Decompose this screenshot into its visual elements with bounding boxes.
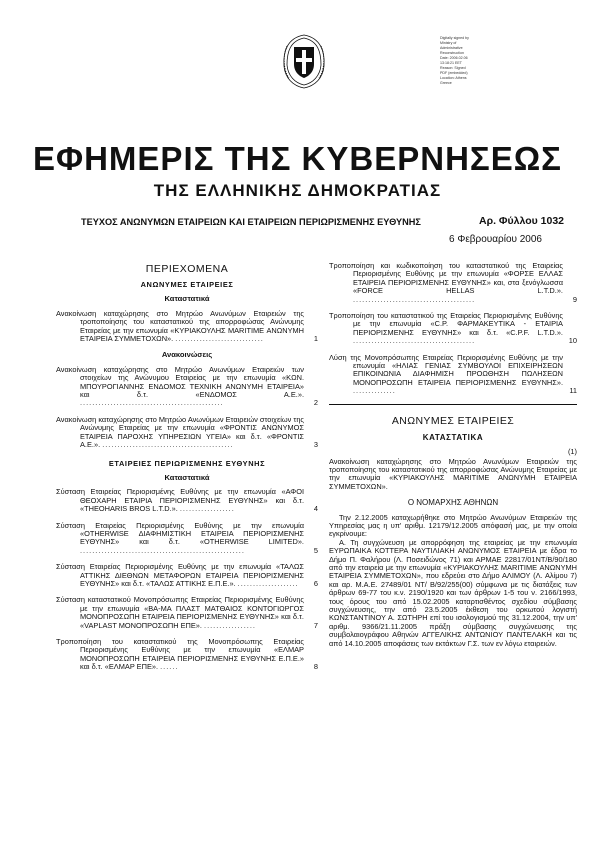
entry-page: 3 <box>313 440 318 450</box>
main-column <box>329 262 577 648</box>
signature-line: Greece <box>440 81 452 85</box>
prefect-title: Ο ΝΟΜΑΡΧΗΣ ΑΘΗΝΩΝ <box>407 498 499 508</box>
entry-page: 5 <box>313 545 318 555</box>
contents-column <box>56 262 318 680</box>
coat-of-arms-emblem <box>279 32 329 90</box>
leader-dots: ................. <box>204 620 256 630</box>
item-number: (1) <box>567 447 577 457</box>
contents-heading: ΠΕΡΙΕΧΟΜΕΝΑ <box>145 263 229 275</box>
leader-dots: ...... <box>160 662 179 672</box>
entry-page: 9 <box>572 294 577 304</box>
contents-entry[interactable] <box>56 416 318 450</box>
issue-date: 6 Φεβρουαρίου 2006 <box>449 234 542 245</box>
contents-entry[interactable] <box>329 312 577 346</box>
section-subheading: ΚΑΤΑΣΤΑΤΙΚΑ <box>422 432 484 442</box>
leader-dots: ........................................ <box>353 294 476 304</box>
entry-text: Τροποποίηση του καταστατικού της Μονοπρόσωπης Εταιρείας Περιορισμένης Ευθύνης με την επωνυμία «ΕΛΜΑΡ ΜΟΝΟΠΡΟΣΩΠΗ ΕΤΑΙΡΕΙΑ ΠΕΡΙΟΡΙΣΜΕΝΗΣ ΕΥΘΥΝΗΣ Ε.Π.Ε.» και δ.τ. «ΕΛΜΑΡ ΕΠΕ». <box>56 637 304 672</box>
entry-text: Σύσταση Εταιρείας Περιορισμένης Ευθύνης με την επωνυμία «ΑΦΟΙ ΘΕΟΧΑΡΗ ΕΤΑΙΡΙΑ ΠΕΡΙΟΡΙΣΜΕΝΗΣ ΕΥΘΥΝΗΣ» και δ.τ. «THEOHARIS BROS L.T.D.». <box>56 487 304 514</box>
contents-entry[interactable] <box>329 354 577 396</box>
contents-entry[interactable] <box>329 262 577 304</box>
entry-page: 11 <box>569 386 577 396</box>
digital-signature-note <box>440 36 510 86</box>
ae-group-heading: ΑΝΩΝΥΜΕΣ ΕΤΑΙΡΕΙΕΣ <box>140 280 234 289</box>
signature-line: Reason: Signed <box>440 66 466 70</box>
entry-page: 2 <box>313 398 318 408</box>
entry-text: Τροποποίηση και κωδικοποίηση του καταστατικού της Εταιρείας Περιορισμένης Ευθύνης με την επωνυμία «ΦΟΡΣΕ ΕΛΛΑΣ ΕΤΑΙΡΕΙΑ ΠΕΡΙΟΡΙΣΜΕΝΗΣ ΕΥΘΥΝΗΣ» και, στα ξενόγλωσσα «FORCE HELLAS L.T.D.». <box>329 261 563 296</box>
contents-entry[interactable] <box>56 488 318 513</box>
leader-dots: .................. <box>179 504 235 514</box>
body-paragraph: Α. Τη συγχώνευση με απορρόφηση της εταιρείας με την επωνυμία ΕΥΡΩΠΑΙΚΑ ΚΟΤΤΕΡΑ ΝΑΥΤΙΛΙΑΚΗ ΑΝΩΝΥΜΟΣ ΕΤΑΙΡΕΙΑ με έδρα το Δήμο Π. Φαλήρου (Λ. Ποσειδώνος 71) και ΑΡΜΑΕ 22817/01ΝΤ/Β/90/180 από την εταιρεία με την επωνυμία «ΚΥΡΙΑΚΟΥΛΗΣ MARITIME ΑΝΩΝΥΜΗ ΕΤΑΙΡΕΙΑ ΣΥΜΜΕΤΟΧΩΝ», που εδρεύει στο Δήμο ΑΛΙΜΟΥ (Λ. Αλίμου 7) και αρ. Μ.Α.Ε. 27489/01 ΝΤ/ Β/92/255(00) σύμφωνα με τις διατάξεις των άρθρων 69-77 του κ.ν. 2190/1920 και των άρθρων 1-5 του ν. 2166/1993, τους όρους του από 15.02.2005 καταρτισθέντος σχεδίου σύμβασης συγχώνευσης, την από 23.5.2005 έκθεση του ορκωτού λογιστή ΚΩΝΣΤΑΝΤΙΝΟΥ Α. ΣΩΤΗΡΗ επί του ισολογισμού της 31.12.2004, την υπ' αριθμ. 9366/21.11.2005 πράξη σύμβασης συγχώνευσης της συμβολαιογράφου Αθηνών ΑΓΓΕΛΙΚΗΣ ΑΝΤΩΝΙΟΥ ΠΑΝΤΕΛΑΚΗ και τις από 14.10.2005 αποφάσεις των εκτάκτων Γ.Σ. των εν λόγω εταιρειών. <box>329 537 577 648</box>
contents-entry[interactable] <box>56 366 318 408</box>
announcement-text <box>329 458 577 492</box>
section-heading: ΑΝΩΝΥΜΕΣ ΕΤΑΙΡΕΙΕΣ <box>391 414 515 427</box>
signature-line: 13:18:21 EET <box>440 61 462 65</box>
gazette-subtitle: ΤΗΣ ΕΛΛΗΝΙΚΗΣ ΔΗΜΟΚΡΑΤΙΑΣ <box>153 181 442 200</box>
contents-entry[interactable] <box>56 522 318 556</box>
statutes-heading: Καταστατικά <box>164 294 210 304</box>
announcement-paragraph: Ανακοίνωση καταχώρησης στο Μητρώο Ανωνύμων Εταιρειών της τροποποίησης του καταστατικού της απορροφώσας Ανώνυμης Εταιρείας με την επωνυμία «ΚΥΡΙΑΚΟΥΛΗΣ MARITIME ΑΝΩΝΥΜΗ ΕΤΑΙΡΕΙΑ ΣΥΜΜΕΤΟΧΩΝ». <box>329 456 577 491</box>
leader-dots: .................... <box>237 578 299 588</box>
sheet-number: Αρ. Φύλλου 1032 <box>479 215 564 227</box>
leader-dots: ............................. <box>175 334 264 344</box>
entry-text: Ανακοίνωση καταχώρησης στο Μητρώο Ανωνύμων Εταιρειών των στοιχείων της Ανώνυμου Εταιρείας με την επωνυμία «ΚΩΝ. ΜΠΟΥΡΟΓΙΑΝΝΗΣ ΕΝΔΟΜΟΣ ΤΕΧΝΙΚΗ ΑΝΩΝΥΜΗ ΕΤΑΙΡΕΙΑ» και δ.τ. «ΕΝΔΟΜΟΣ Α.Ε.». <box>56 364 304 400</box>
signature-line: Location: Athens <box>440 76 467 80</box>
contents-entry[interactable] <box>56 596 318 630</box>
contents-entry[interactable] <box>56 310 318 344</box>
entry-text: Ανακοίνωση καταχώρησης στο Μητρώο Ανωνύμων Εταιρειών της τροποποίησης του καταστατικού της απορροφώσας Ανώνυμης Εταιρείας με την επωνυμία «ΚΥΡΙΑΚΟΥΛΗΣ MARITIME ΑΝΩΝΥΜΗ ΕΤΑΙΡΕΙΑ ΣΥΜΜΕΤΟΧΩΝ». <box>56 308 304 344</box>
leader-dots: .............. <box>353 386 396 396</box>
leader-dots: ............................................... <box>80 398 224 408</box>
contents-entry[interactable] <box>56 563 318 588</box>
entry-text: Ανακοίνωση καταχώρησης στο Μητρώο Ανωνύμων Εταιρειών στοιχείων της Ανώνυμης Εταιρείας με την επωνυμία «ΦΡΟΝΤΙΣ ΑΝΩΝΥΜΟΣ ΕΤΑΙΡΕΙΑ ΠΑΡΟΧΗΣ ΥΠΗΡΕΣΙΩΝ ΥΓΕΙΑ» και δ.τ. «ΦΡΟΝΤΙΣ Α.Ε.». <box>56 414 304 450</box>
gazette-title: ΕΦΗΜΕΡΙΣ ΤΗΣ ΚΥΒΕΡΝΗΣΕΩΣ <box>33 140 562 177</box>
entry-text: Τροποποίηση του καταστατικού της Εταιρείας Περιορισμένης Ευθύνης με την επωνυμία «C.P. ΦΑΡΜΑΚΕΥΤΙΚΑ - ΕΤΑΙΡΙΑ ΠΕΡΙΟΡΙΣΜΕΝΗΣ ΕΥΘΥΝΗΣ» και δ.τ. «C.P.F. L.T.D.». <box>329 311 563 337</box>
signature-line: Reconstruction <box>440 51 464 55</box>
leader-dots: ........................................ <box>353 336 476 346</box>
entry-page: 10 <box>568 336 577 346</box>
entry-page: 7 <box>313 620 318 630</box>
signature-line: Administrative <box>440 46 463 50</box>
leader-dots: ........................................... <box>102 440 234 450</box>
section-divider <box>329 404 577 405</box>
epe-statutes-heading: Καταστατικά <box>164 472 210 482</box>
notices-heading: Ανακοινώσεις <box>161 350 213 360</box>
entry-page: 1 <box>313 334 318 344</box>
entry-page: 4 <box>313 504 318 514</box>
issue-type: ΤΕΥΧΟΣ ΑΝΩΝΥΜΩΝ ΕΤΑΙΡΕΙΩΝ ΚΑΙ ΕΤΑΙΡΕΙΩΝ ΠΕΡΙΩΡΙΣΜΕΝΗΣ ΕΥΘΥΝΗΣ <box>81 217 421 227</box>
signature-line: Ministry of <box>440 41 457 45</box>
issue-line <box>81 215 564 227</box>
entry-text: Σύσταση καταστατικού Μονοπρόσωπης Εταιρείας Περιορισμένης Ευθύνης με την επωνυμία «ΒΑ-ΜΑ ΠΛΑΣΤ ΜΑΤΘΑΙΟΣ ΚΟΝΤΟΓΙΩΡΓΟΣ ΜΟΝΟΠΡΟΣΩΠΗ ΕΤΑΙΡΕΙΑ ΠΕΡΙΟΡΙΣΜΕΝΗΣ ΕΥΘΥΝΗΣ» και δ.τ. «VAPLAST ΜΟΝΟΠΡΟΣΩΠΗ ΕΠΕ». <box>56 595 304 630</box>
entry-text: Λύση της Μονοπρόσωπης Εταιρείας Περιορισμένης Ευθύνης με την επωνυμία «ΗΛΙΑΣ ΓΕΝΙΑΣ ΣΥΜΒΟΥΛΟΙ ΕΠΙΧΕΙΡΗΣΕΩΝ ΕΠΙΚΟΙΝΩΝΙΑ ΔΙΑΦΗΜΙΣΗ ΠΡΟΩΘΗΣΗ ΠΩΛΗΣΕΩΝ ΜΟΝΟΠΡΟΣΩΠΗ ΕΤΑΙΡΕΙΑ ΠΕΡΙΟΡΙΣΜΕΝΗΣ ΕΥΘΥΝΗΣ». <box>329 352 563 387</box>
entry-page: 8 <box>313 662 318 672</box>
entry-text: Σύσταση Εταιρείας Περιορισμένης Ευθύνης με την επωνυμία «ΤΑΛΩΣ ΑΤΤΙΚΗΣ ΔΙΕΘΝΩΝ ΜΕΤΑΦΟΡΩΝ ΕΤΑΙΡΕΙΑ ΠΕΡΙΟΡΙΣΜΕΝΗΣ ΕΥΘΥΝΗΣ» και δ.τ. «ΤΑΛΩΣ ΑΤΤΙΚΗΣ Ε.Π.Ε.». <box>56 562 304 588</box>
leader-dots: ...................................................... <box>80 545 245 555</box>
body-text <box>329 514 577 649</box>
entry-page: 6 <box>313 578 318 588</box>
signature-line: PDF (embedded) <box>440 71 468 75</box>
body-paragraph: Την 2.12.2005 καταχωρήθηκε στο Μητρώο Ανωνύμων Εταιρειών της Υπηρεσίας μας η υπ' αριθμ. 12179/12.2005 απόφασή μας, με την οποία εγκρίνουμε: <box>329 512 577 539</box>
signature-line: Date: 2006.02.06 <box>440 56 468 60</box>
entry-text: Σύσταση Εταιρείας Περιορισμένης Ευθύνης με την επωνυμία «OTHERWISE ΔΙΑΦΗΜΙΣΤΙΚΗ ΕΤΑΙΡΕΙΑ ΠΕΡΙΟΡΙΣΜΕΝΗΣ ΕΥΘΥΝΗΣ» και δ.τ. «OTHERWISE LIMITED». <box>56 520 304 547</box>
signature-line: Digitally signed by <box>440 36 469 40</box>
contents-entry[interactable] <box>56 638 318 672</box>
epe-group-heading: ΕΤΑΙΡΕΙΕΣ ΠΕΡΙΩΡΙΣΜΕΝΗΣ ΕΥΘΥΝΗΣ <box>108 458 266 468</box>
